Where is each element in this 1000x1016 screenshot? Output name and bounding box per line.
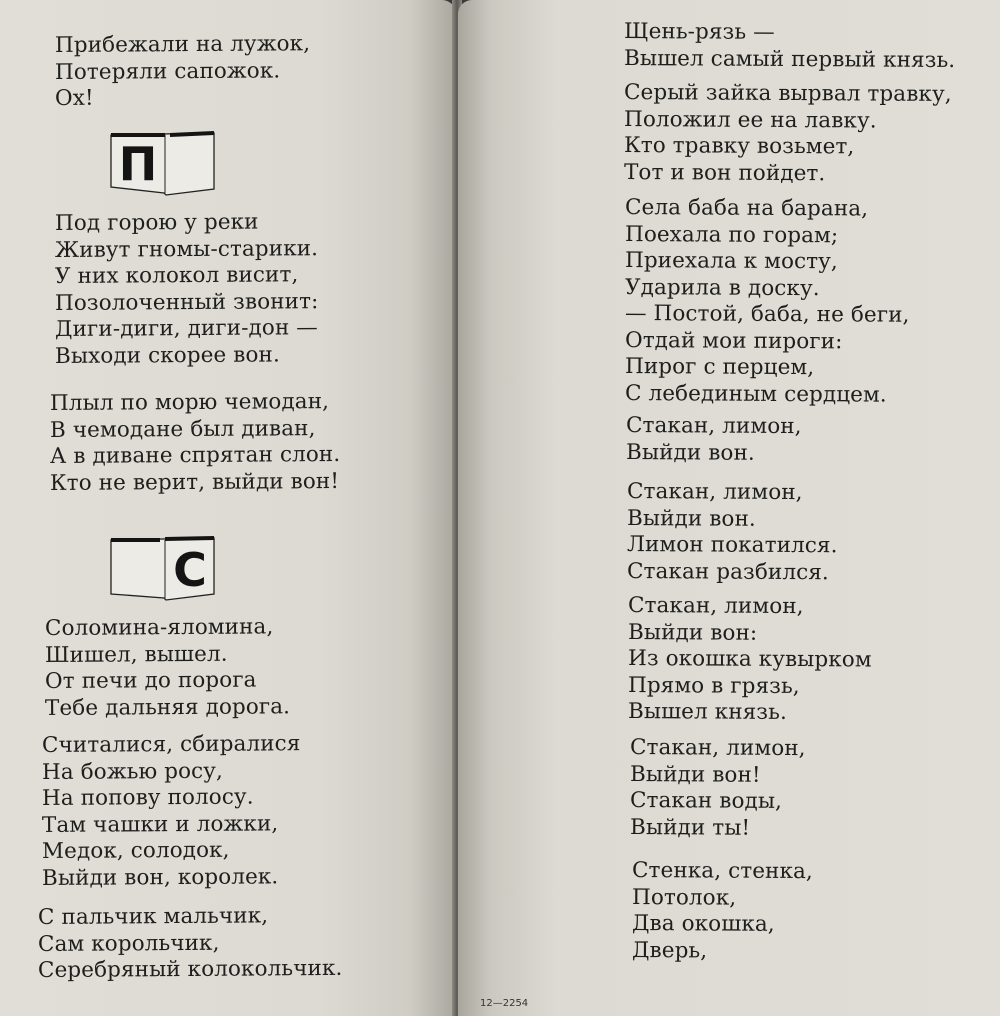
poem-line: У них колокол висит,: [54, 262, 299, 289]
poem-line: Медок, солодок,: [41, 837, 230, 864]
stanza: [624, 80, 952, 186]
poem-line: Выйди вон, королек.: [41, 863, 279, 891]
poem-line: Стакан, лимон,: [629, 735, 806, 762]
poem-line: Там чашки и ложки,: [41, 810, 279, 838]
stanza: [50, 391, 340, 497]
poem-line: Выходи скорее вон.: [54, 341, 280, 369]
poem-line: Серебряный колокольчик.: [37, 955, 343, 983]
poem-line: Выйди ты!: [629, 814, 751, 841]
poem-line: С пальчик мальчик,: [37, 903, 269, 930]
section-letter: С: [173, 543, 207, 597]
poem-line: Отдай мои пироги:: [624, 327, 843, 354]
stanza: [42, 733, 300, 892]
poem-line: Плыл по морю чемодан,: [49, 389, 330, 416]
poem-line: Шишел, вышел.: [44, 641, 228, 668]
letter-section-marker: [110, 536, 216, 600]
poem-line: Прямо в грязь,: [627, 672, 800, 699]
stanza: [55, 33, 310, 113]
poem-line: Выйди вон:: [627, 619, 758, 646]
poem-line: Поехала по горам;: [624, 221, 839, 248]
stanza: [624, 19, 955, 72]
poem-line: Выйди вон.: [626, 505, 756, 532]
stanza: [628, 593, 872, 726]
poem-line: Стакан, лимон,: [627, 593, 804, 620]
poem-line: Из окошка кувырком: [627, 646, 872, 673]
stanza: [627, 479, 838, 585]
poem-line: Считалися, сбиралися: [41, 731, 301, 758]
poem-line: Под горою у реки: [54, 209, 259, 236]
poem-line: Потолок,: [631, 884, 737, 911]
poem-line: Серый зайка вырвал травку,: [623, 80, 952, 108]
poem-line: Стенка, стенка,: [631, 858, 813, 885]
poem-line: Соломина-яломина,: [44, 614, 274, 641]
poem-line: Стакан разбился.: [626, 558, 829, 585]
poem-line: Дверь,: [631, 937, 708, 963]
poem-line: Выйди вон.: [625, 439, 755, 466]
poem-line: От печи до порога: [44, 667, 257, 694]
poem-line: На попову полосу.: [41, 784, 254, 811]
poem-line: Диги-диги, диги-дон —: [54, 315, 318, 342]
poem-line: Сам корольчик,: [37, 930, 220, 957]
poem-line: Живут гномы-старики.: [54, 235, 319, 263]
poem-line: Кто травку возьмет,: [623, 133, 855, 160]
stanza: [632, 858, 813, 964]
poem-line: Потеряли сапожок.: [54, 57, 281, 85]
poem-line: — Постой, баба, не беги,: [624, 301, 910, 328]
left-page: [0, 0, 456, 1016]
poem-line: Кто не верит, выйди вон!: [49, 468, 340, 496]
poem-line: Села баба на барана,: [624, 195, 869, 222]
poem-line: Щень-рязь —: [623, 19, 775, 45]
stanza: [55, 211, 318, 370]
poem-line: Вышел самый первый князь.: [623, 45, 956, 73]
page-number: 12—2254: [480, 998, 529, 1009]
poem-line: Положил ее на лавку.: [623, 106, 877, 134]
poem-line: В чемодане был диван,: [49, 415, 316, 443]
poem-line: Два окошка,: [631, 911, 775, 937]
poem-line: А в диване спрятан слон.: [49, 441, 341, 469]
poem-line: Прибежали на лужок,: [54, 31, 311, 58]
poem-line: Тебе дальняя дорога.: [44, 693, 291, 721]
poem-line: Вышел князь.: [627, 699, 787, 725]
right-page: [458, 0, 1000, 1016]
section-letter: П: [118, 137, 158, 191]
poem-line: Лимон покатился.: [626, 532, 838, 559]
letter-section-marker: [110, 131, 216, 195]
poem-line: Выйди вон!: [629, 761, 761, 788]
poem-line: Стакан воды,: [629, 788, 783, 814]
poem-line: Стакан, лимон,: [626, 479, 803, 506]
stanza: [45, 616, 290, 722]
stanza: [625, 195, 909, 407]
poem-line: Стакан, лимон,: [625, 413, 802, 440]
poem-line: С лебединым сердцем.: [624, 380, 887, 408]
poem-line: Ударила в доску.: [624, 274, 820, 301]
poem-line: Позолоченный звонит:: [54, 288, 319, 316]
poem-line: Пирог с перцем,: [624, 354, 815, 381]
poem-line: Ох!: [54, 85, 94, 111]
stanza: [630, 735, 806, 841]
poem-line: Тот и вон пойдет.: [623, 159, 826, 186]
stanza: [38, 905, 342, 985]
poem-line: На божью росу,: [41, 758, 224, 785]
poem-line: Приехала к мосту,: [624, 248, 838, 275]
stanza: [626, 413, 802, 466]
